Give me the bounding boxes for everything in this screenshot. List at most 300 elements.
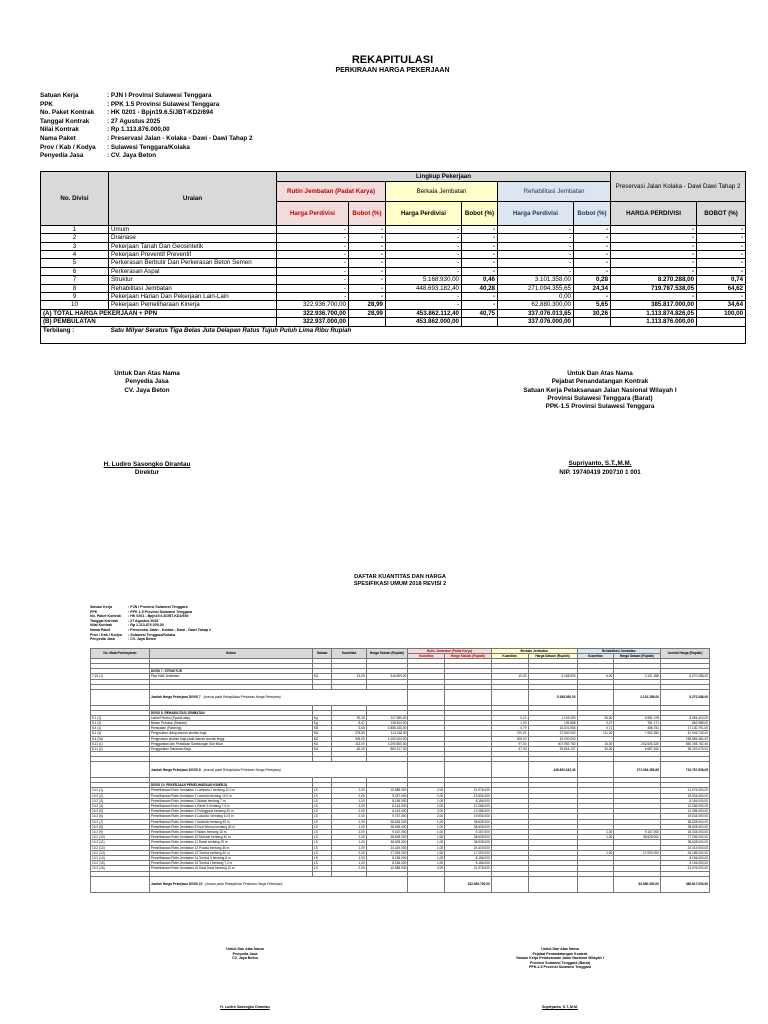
item-value: 17.130.791,00: [660, 726, 709, 731]
item-uraian: Pengecatan ulang seluruh struktur baja: [149, 731, 312, 736]
item-satuan: LS: [312, 793, 332, 798]
value-cell: -: [386, 234, 462, 242]
p2-title-2: SPESIFIKASI UMUM 2018 REVISI 2: [353, 580, 447, 587]
item-value: 1,00: [332, 840, 366, 845]
item-value: 0,10: [491, 715, 528, 720]
p2-header-harga-satuan: Harga Satuan (Rupiah): [366, 648, 408, 658]
item-value: 10.001.965: [528, 726, 577, 731]
empty-cell: [91, 762, 150, 778]
divisi-uraian: Umum: [109, 225, 277, 233]
bq-table: [90, 648, 710, 893]
item-uraian: Penggantian Sandaran Baja: [149, 746, 312, 751]
value-cell: -: [386, 250, 462, 258]
item-value: 38.628.000: [366, 840, 408, 845]
value-cell: -: [498, 225, 574, 233]
item-number: 10.2 (8): [91, 824, 150, 829]
value-cell: -: [462, 225, 498, 233]
p2-header-kuant: Kuantitas: [491, 653, 528, 658]
value-cell: -: [386, 225, 462, 233]
empty-cell: [574, 318, 611, 326]
item-uraian: Pemeliharaan Rutin Jembatan 12 Poloda bentang 30 m: [149, 845, 312, 850]
item-value: 38.628.000: [445, 819, 492, 824]
value-cell: -: [462, 301, 498, 309]
value-cell: -: [462, 259, 498, 267]
item-value: 5.168.930: [528, 674, 577, 679]
item-value: 2,00: [332, 809, 366, 814]
empty-cell: [349, 318, 386, 326]
item-value: 1,00: [408, 845, 445, 850]
item-satuan: Kg: [312, 720, 332, 725]
value-cell: -: [277, 267, 349, 275]
empty-cell: [491, 689, 528, 705]
header-harga-preservasi: HARGA PERDIVISI: [611, 201, 697, 225]
item-value: 9.767.000: [366, 814, 408, 819]
item-value: 4.858.150,00: [366, 726, 408, 731]
value-cell: -: [697, 225, 746, 233]
table-row: [41, 225, 746, 233]
empty-cell: [491, 762, 528, 778]
sig-line: Satuan Kerja Pelaksanaan Jalan Nasional Wilayah I: [523, 386, 677, 394]
item-value: 305,00: [491, 736, 528, 741]
value-cell: 0,74: [697, 276, 746, 284]
header-uraian: Uraian: [109, 171, 277, 225]
pembulatan-value: 1.113.876.000,00: [611, 318, 697, 326]
total-value: 337.076.013,65: [498, 309, 574, 317]
item-uraian: Pemeliharaan Rutin Jembatan 15 Tomboi I bentang 7,2 m: [149, 861, 312, 866]
item-value: 15,00: [332, 674, 366, 679]
sig-line: CV. Jaya Beton: [232, 956, 258, 961]
value-cell: -: [462, 267, 498, 275]
empty-cell: [408, 689, 445, 705]
item-satuan: M2: [312, 731, 332, 736]
sum-value: 62.880.300,00: [614, 876, 661, 892]
info-row: [40, 135, 745, 144]
value-cell: -: [277, 234, 349, 242]
item-number: 10.2 (14): [91, 856, 150, 861]
item-value: 2,00: [332, 866, 366, 871]
value-cell: -: [386, 267, 462, 275]
divisi-number: 1: [41, 225, 109, 233]
value-cell: -: [277, 259, 349, 267]
item-value: 0,79: [491, 726, 528, 731]
item-value: 1.000.000,00: [366, 736, 408, 741]
item-value: 370,01: [491, 731, 528, 736]
info-value: : CV. Jaya Beton: [107, 152, 157, 160]
sig-line: Pejabat Penandatangan Kontrak: [551, 378, 649, 386]
value-cell: 271.094.355,65: [498, 284, 574, 292]
item-value: 1,00: [332, 856, 366, 861]
item-satuan: LS: [312, 814, 332, 819]
header-preservasi: Preservasi Jalan Kolaka - Dawi Dawi Tahap 2: [611, 171, 746, 201]
total-row: [41, 309, 746, 317]
info-value: : 27 Agustus 2025: [107, 117, 161, 125]
item-value: 90,10: [332, 715, 366, 720]
value-cell: -: [498, 250, 574, 258]
p2-info-label: Nilai Kontrak: [90, 623, 113, 628]
rekap-table: [40, 171, 746, 344]
value-cell: 34,64: [697, 301, 746, 309]
info-row: [40, 152, 745, 161]
item-value: 6.687.406: [614, 746, 661, 751]
signer-role-left: Direktur: [134, 469, 160, 477]
value-cell: 64,62: [697, 284, 746, 292]
rekapitulasi-page: [40, 48, 745, 344]
item-value: 138.810,00: [366, 720, 408, 725]
value-cell: 62.880.300,00: [498, 301, 574, 309]
p2-info-value: : Preservasi Jalan - Kolaka - Dawi - Dawi Tahap 2: [128, 627, 212, 632]
item-value: 9.167.000: [614, 830, 661, 835]
item-satuan: LS: [312, 830, 332, 835]
item-satuan: LS: [312, 850, 332, 855]
header-no-divisi: No. Divisi: [41, 171, 109, 225]
sig-line: PPK-1.5 Provinsi Sulawesi Tenggara: [528, 965, 592, 970]
item-value: 0,47: [577, 720, 614, 725]
item-value: 38.628.000: [614, 835, 661, 840]
divisi-number: 9: [41, 293, 109, 301]
item-value: 38.628.000: [445, 840, 492, 845]
signature-right: [500, 370, 700, 477]
item-value: 1,00: [577, 835, 614, 840]
item-value: 21.976.000: [445, 866, 492, 871]
item-satuan: LS: [312, 856, 332, 861]
item-uraian: Pemeliharaan Rutin Jembatan 7 Awadolo bentang 40 m: [149, 819, 312, 824]
daftar-kuantitas-page: [90, 574, 710, 893]
table-row: [41, 242, 746, 250]
item-value: 21.976.000,00: [660, 788, 709, 793]
value-cell: -: [349, 259, 386, 267]
p2-info-value: : HK 0201 - Bpjn19.6.5/JBT-KD2/694: [128, 614, 189, 619]
signer-name-left: H. Ludiro Sasongko Dirantau: [103, 460, 191, 468]
p2-info-value: : Sulawesi Tenggara/Kolaka: [128, 632, 176, 637]
item-value: 4.200.800,00: [366, 741, 408, 746]
item-satuan: Kg: [312, 715, 332, 720]
item-value: 77.256.000,00: [660, 835, 709, 840]
value-cell: 8.270.288,00: [611, 276, 697, 284]
item-value: 8.054.410,00: [660, 715, 709, 720]
value-cell: -: [277, 250, 349, 258]
item-number: 8.1 (1): [91, 715, 150, 720]
item-value: 8.270.288,00: [660, 674, 709, 679]
item-value: 12.286.000,00: [660, 809, 709, 814]
total-value: 30,26: [574, 309, 611, 317]
signer-nip-right: NIP. 19740419 200710 1 001: [559, 468, 641, 476]
divisi-number: 3: [41, 242, 109, 250]
p2-signature-right: [500, 947, 620, 1010]
item-value: 305,00: [332, 736, 366, 741]
item-value: 2,00: [408, 814, 445, 819]
value-cell: -: [574, 234, 611, 242]
item-number: 7.15 (1): [91, 674, 150, 679]
item-number: 8.4 (1): [91, 726, 150, 731]
divisi-uraian: Pekerjaan Harian Dan Pekerjaan Lain-Lain: [109, 293, 277, 301]
header-lingkup: Lingkup Pekerjaan: [277, 171, 611, 181]
empty-cell: [408, 762, 445, 778]
sum-value: 5.168.930,00: [528, 689, 577, 705]
divisi-uraian: Pekerjaan Tanah Dan Geosintetik: [109, 242, 277, 250]
item-value: 10.988.000: [366, 866, 408, 871]
p2-header-jumlah: Jumlah Harga (Rupiah): [660, 648, 709, 658]
sum-value: 448.693.182,40: [528, 762, 577, 778]
sig-line: CV. Jaya Beton: [124, 386, 170, 394]
item-value: 2,00: [332, 850, 366, 855]
item-value: 1,00: [577, 830, 614, 835]
item-value: 8.156.000: [366, 861, 408, 866]
item-value: 1,00: [332, 798, 366, 803]
item-value: 19.534.000: [445, 814, 492, 819]
divisi-uraian: Perkerasan Berbutir Dan Perkerasan Beton Semen: [109, 259, 277, 267]
p2-info-label: Tanggal Kontrak: [90, 618, 119, 623]
table-row: [41, 301, 746, 309]
item-number: 10.2 (6): [91, 814, 150, 819]
item-value: 17.093.000: [366, 850, 408, 855]
item-uraian: Pengecatan struktur baja pada daerah kondisi tinggi: [149, 736, 312, 741]
item-value: 2,00: [332, 804, 366, 809]
value-cell: -: [611, 234, 697, 242]
p2-info-value: : PJN I Provinsi Sulawesi Tenggara: [128, 605, 188, 609]
empty-cell: [577, 876, 614, 892]
p2-header-berkala: Berkala Jembatan: [491, 648, 577, 653]
item-value: 242.606.320: [614, 741, 661, 746]
item-number: 10.2 (16): [91, 866, 150, 871]
value-cell: -: [498, 242, 574, 250]
item-value: 21.976.000,00: [660, 866, 709, 871]
value-cell: -: [574, 293, 611, 301]
sig-line: Untuk Dan Atas Nama: [567, 370, 633, 377]
division-sum-row: [91, 762, 710, 778]
item-value: 35.303.075,00: [660, 746, 709, 751]
item-number: 10.2 (15): [91, 861, 150, 866]
empty-cell: [408, 876, 445, 892]
value-cell: -: [697, 259, 746, 267]
item-uraian: Pemeliharaan Rutin Jembatan 10 Moloalo bentang 40 m: [149, 835, 312, 840]
item-value: 12.286.000: [445, 804, 492, 809]
info-label: Nilai Kontrak: [40, 126, 79, 134]
info-label: No. Paket Kontrak: [40, 109, 95, 117]
value-cell: -: [697, 267, 746, 275]
item-uraian: Pipa Naik Jembatan: [149, 674, 312, 679]
item-value: 1,00: [332, 824, 366, 829]
sig-line: Provinsi Sulawesi Tenggara (Barat): [547, 394, 653, 402]
item-value: 9.767.000: [366, 793, 408, 798]
item-uraian: Lantai Perahu (Epoksi atau): [149, 715, 312, 720]
item-value: 38.628.000: [445, 824, 492, 829]
item-satuan: M2: [312, 736, 332, 741]
item-value: 8,47: [332, 720, 366, 725]
item-value: 38.628.000,00: [660, 840, 709, 845]
total-value: 322.936.700,00: [277, 309, 349, 317]
item-value: 17.093.000: [445, 850, 492, 855]
item-number: 10.2 (7): [91, 819, 150, 824]
p2-info-row: [90, 637, 710, 642]
item-value: 12.286.000,00: [660, 804, 709, 809]
item-value: 9.167.000: [366, 830, 408, 835]
item-value: 8.156.000: [366, 856, 408, 861]
item-value: 26,00: [577, 715, 614, 720]
total-value: 453.862.112,40: [386, 309, 462, 317]
value-cell: -: [574, 267, 611, 275]
sig-line: Penyedia Jasa: [232, 951, 258, 956]
info-value: : PPK 1.5 Provinsi Sulawesi Tenggara: [107, 100, 220, 108]
info-label: Prov / Kab / Kodya: [40, 143, 96, 151]
item-value: 15.000.000: [528, 736, 577, 741]
item-value: 1.103.305: [528, 715, 577, 720]
item-value: 26.844.137: [528, 746, 577, 751]
sum-label: Jumlah Harga Pekerjaan DIVISI 7: [150, 694, 201, 699]
item-value: 8.156.000,00: [660, 856, 709, 861]
value-cell: -: [386, 301, 462, 309]
divisi-number: 2: [41, 234, 109, 242]
divisi-number: 4: [41, 250, 109, 258]
sig-line: Penyedia Jasa: [125, 378, 169, 386]
value-cell: -: [611, 259, 697, 267]
empty-cell: [491, 876, 528, 892]
division-sum-row: [91, 876, 710, 892]
item-value: 1,00: [491, 720, 528, 725]
item-value: 21.976.000: [445, 788, 492, 793]
p2-info-label: Penyedia Jasa: [90, 637, 115, 642]
terbilang-row: [41, 326, 746, 343]
item-value: 2,00: [408, 866, 445, 871]
value-cell: -: [349, 276, 386, 284]
table-row: [41, 250, 746, 258]
info-value: : Rp 1.113.876.000,00: [107, 126, 170, 134]
info-row: [40, 101, 745, 110]
item-value: 114.248,00: [366, 731, 408, 736]
item-uraian: Pemeliharaan Rutin Jembatan 6 Lalowila I bentang 10,5 m: [149, 814, 312, 819]
item-value: 9.167.000: [445, 830, 492, 835]
item-value: 42.949.743,00: [660, 731, 709, 736]
item-number: 10.2 (2): [91, 793, 150, 798]
value-cell: -: [498, 259, 574, 267]
sum-label: Jumlah Harga Pekerjaan DIVISI 8: [150, 767, 201, 772]
p2-info-label: Satuan Kerja: [90, 605, 112, 609]
p2-header-no-mata: No. Mata Pembayaran: [91, 648, 150, 658]
value-cell: 5.168.930,00: [386, 276, 462, 284]
item-value: 2,00: [408, 793, 445, 798]
item-value: 17.093.000: [614, 850, 661, 855]
sig-line: Untuk Dan Atas Nama: [541, 947, 579, 951]
item-value: 2,00: [332, 793, 366, 798]
item-value: 24.419.000: [445, 845, 492, 850]
item-value: 2,00: [332, 835, 366, 840]
item-uraian: Pemeliharaan Rutin Jembatan 9 Wawo bentang 15 m: [149, 830, 312, 835]
value-cell: -: [697, 293, 746, 301]
info-label: PPK: [40, 100, 53, 108]
terbilang-label: Terbilang :: [41, 326, 109, 343]
division-title: DIVISI 8. REHABILITASI JEMBATAN: [149, 710, 312, 715]
value-cell: -: [349, 234, 386, 242]
empty-cell: [577, 689, 614, 705]
info-value: : Sulawesi Tenggara/Kolaka: [107, 143, 190, 151]
table-row: [41, 234, 746, 242]
item-satuan: LS: [312, 824, 332, 829]
division-sum-label: [149, 762, 408, 778]
item-satuan: LS: [312, 845, 332, 850]
p2-signature-left: [200, 947, 290, 1009]
total-label: (A) TOTAL HARGA PEKERJAAN + PPN: [41, 309, 277, 317]
value-cell: 0,00: [498, 293, 574, 301]
p2-header-harga: Harga Satuan (Rupiah): [614, 653, 661, 658]
item-uraian: Bahan Penutup (Sealant): [149, 720, 312, 725]
value-cell: -: [574, 250, 611, 258]
item-value: 1,00: [332, 819, 366, 824]
item-uraian: Pemeliharaan Rutin Jembatan 4 Rante II bentang 7,5 m: [149, 804, 312, 809]
header-bobot-preservasi: BOBOT (%): [697, 201, 746, 225]
item-value: 8.156.000: [445, 856, 492, 861]
doc-title: REKAPITULASI: [351, 54, 434, 66]
item-number: 10.2 (5): [91, 809, 150, 814]
item-value: 8.156.000: [366, 798, 408, 803]
item-number: 8.1 (2): [91, 720, 150, 725]
item-value: 24.419.000,00: [660, 845, 709, 850]
value-cell: -: [697, 250, 746, 258]
item-value: 2,00: [408, 788, 445, 793]
item-number: 10.2 (12): [91, 845, 150, 850]
total-value: 40,75: [462, 309, 498, 317]
info-label: Satuan Kerja: [40, 92, 79, 99]
item-value: 19.534.000,00: [660, 814, 709, 819]
header-rehab: Rehabilitasi Jembatan: [498, 181, 611, 201]
value-cell: -: [277, 242, 349, 250]
item-value: 860.217,00: [366, 746, 408, 751]
header-bobot-rehab: Bobot (%): [574, 201, 611, 225]
item-value: 2,00: [332, 830, 366, 835]
empty-cell: [697, 318, 746, 326]
header-bobot-rutin: Bobot (%): [349, 201, 386, 225]
item-uraian: Pemeliharaan Rutin Jembatan 1 Lambuko I bentang 11,0 m: [149, 788, 312, 793]
item-value: 8.156.000,00: [660, 861, 709, 866]
item-value: 113,00: [332, 741, 366, 746]
divisi-uraian: Pekerjaan Preventif Preventif: [109, 250, 277, 258]
value-cell: 385.817.000,00: [611, 301, 697, 309]
divisi-number: 7: [41, 276, 109, 284]
division-title: DIVISI 10. PEKERJAAN PEMELIHARAAN KINERJA: [149, 783, 312, 788]
item-value: 38.628.000: [366, 824, 408, 829]
value-cell: 24,34: [574, 284, 611, 292]
item-value: 12.286.000: [445, 809, 492, 814]
item-value: 19.534.000: [445, 793, 492, 798]
info-row: [40, 118, 745, 127]
total-value: 100,00: [697, 309, 746, 317]
p2-header-harga: Harga Satuan (Rupiah): [528, 653, 577, 658]
item-satuan: LS: [312, 788, 332, 793]
divisi-uraian: Pekerjaan Pemeliharaan Kinerja: [109, 301, 277, 309]
item-value: 3,66: [332, 726, 366, 731]
sum-value: 385.817.000,00: [660, 876, 709, 892]
item-value: 1,00: [408, 824, 445, 829]
info-value: : Preservasi Jalan - Kolaka - Dawi - Dawi Tahap 2: [107, 134, 253, 142]
p2-info-label: Prov / Kab / Kodya: [90, 632, 122, 637]
item-value: 16,00: [577, 741, 614, 746]
p2-header-rehab: Rehabilitasi Jembatan: [577, 648, 660, 653]
item-value: 1,00: [408, 850, 445, 855]
value-cell: 40,28: [462, 284, 498, 292]
item-value: 1,00: [408, 835, 445, 840]
item-uraian: Pemeliharaan Rutin Jembatan 5 Polinggona bentang 30 m: [149, 809, 312, 814]
item-number: 10.2 (3): [91, 798, 150, 803]
item-satuan: LS: [312, 809, 332, 814]
header-rutin: Rutin Jembatan (Padat Karya): [277, 181, 386, 201]
item-number: 10.2 (9): [91, 830, 150, 835]
division-sum-label: [149, 876, 408, 892]
item-value: 6.143.000: [366, 809, 408, 814]
contract-info: [40, 92, 745, 161]
item-value: 24.419.000: [366, 845, 408, 850]
item-value: 1,00: [577, 850, 614, 855]
item-value: 2,00: [332, 788, 366, 793]
item-value: 34.186.000,00: [660, 850, 709, 855]
value-cell: -: [574, 225, 611, 233]
